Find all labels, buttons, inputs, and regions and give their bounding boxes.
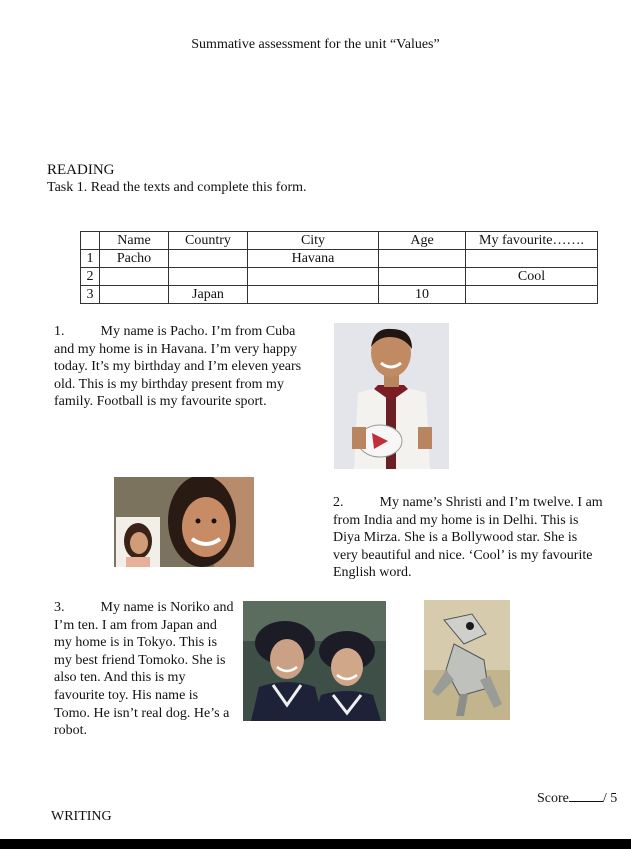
- form-cell-country: Japan: [169, 286, 248, 304]
- form-cell-city: [248, 268, 379, 286]
- header-cell: City: [248, 232, 379, 250]
- header-cell: My favourite…….: [466, 232, 598, 250]
- header-cell: Country: [169, 232, 248, 250]
- bottom-border: [0, 839, 631, 849]
- text-body: My name is Noriko and I’m ten. I am from Japan and my home is in Tokyo. This is my best friend Tomoko. She is also ten. And this is my favourite toy. His name is Tomo. He isn’t real dog. He’s a robot.: [54, 600, 234, 739]
- pacho-photo: [334, 323, 449, 469]
- form-cell-city: [248, 286, 379, 304]
- form-cell-city: Havana: [248, 250, 379, 268]
- text-number: 2.: [333, 495, 344, 510]
- form-cell-age: 10: [379, 286, 466, 304]
- reading-text-1: [54, 323, 304, 411]
- row-number: 1: [81, 250, 100, 268]
- header-cell: Age: [379, 232, 466, 250]
- page-title: Summative assessment for the unit “Values”: [191, 37, 440, 52]
- header-cell: [81, 232, 100, 250]
- form-row: [81, 250, 598, 268]
- noriko-tomoko-photo: [243, 601, 386, 721]
- form-cell-favourite: [466, 250, 598, 268]
- form-cell-name: [100, 268, 169, 286]
- row-number: 3: [81, 286, 100, 304]
- form-cell-favourite: [466, 286, 598, 304]
- score-label: Score: [537, 791, 569, 806]
- form-cell-name: Pacho: [100, 250, 169, 268]
- form-cell-name: [100, 286, 169, 304]
- reading-heading: READING: [47, 162, 115, 178]
- form-table: [80, 231, 598, 304]
- score-total: / 5: [602, 791, 618, 806]
- writing-heading: WRITING: [51, 809, 112, 824]
- reading-text-3: [54, 599, 236, 740]
- row-number: 2: [81, 268, 100, 286]
- text-body: My name’s Shristi and I’m twelve. I am from India and my home is in Delhi. This is Diya Mirza. She is a Bollywood star. She is very beautiful and nice. ‘Cool’ is my favourite English word.: [333, 495, 603, 581]
- form-cell-country: [169, 250, 248, 268]
- form-row: [81, 268, 598, 286]
- text-number: 3.: [54, 600, 65, 615]
- shristi-photo: [114, 477, 254, 567]
- form-cell-favourite: Cool: [466, 268, 598, 286]
- form-cell-country: [169, 268, 248, 286]
- form-row: [81, 286, 598, 304]
- form-cell-age: [379, 250, 466, 268]
- form-header-row: [81, 232, 598, 250]
- text-number: 1.: [54, 324, 65, 339]
- text-body: My name is Pacho. I’m from Cuba and my home is in Havana. I’m very happy today. It’s my birthday and I’m eleven years old. This is my birthday present from my family. Football is my favourite sport.: [54, 324, 302, 410]
- robot-dog-photo: [424, 600, 510, 720]
- header-cell: Name: [100, 232, 169, 250]
- task-instruction: Task 1. Read the texts and complete this form.: [47, 180, 307, 195]
- score-line: [537, 789, 617, 807]
- reading-text-2: [333, 494, 603, 582]
- form-cell-age: [379, 268, 466, 286]
